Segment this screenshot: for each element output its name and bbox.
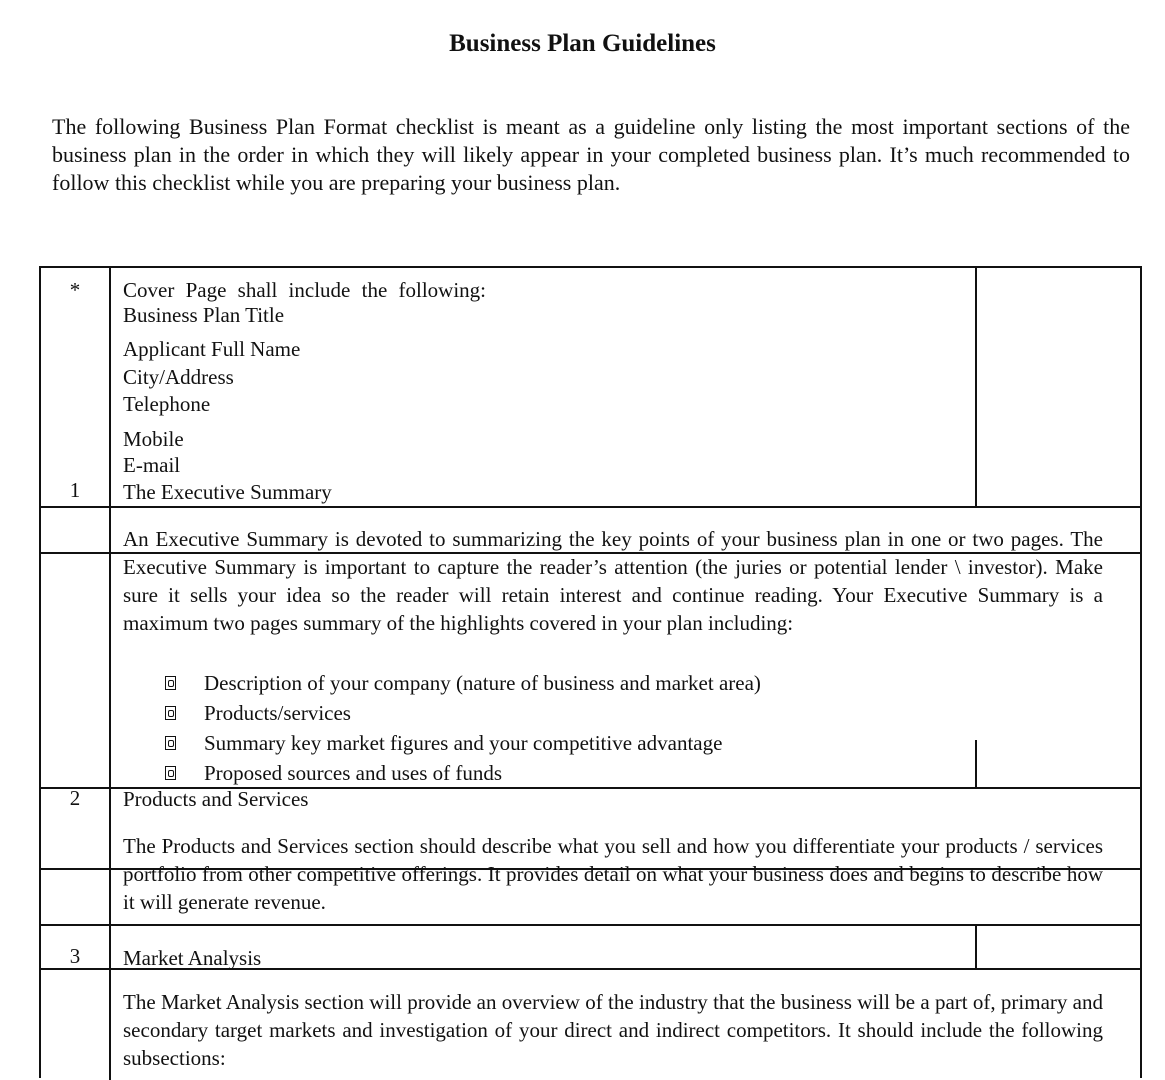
executive-summary-description: An Executive Summary is devoted to summarizing the key points of your business plan in one or two pages. The Executive Summary is important to capture the reader’s attention (the juries or potential lender \ investor). Make sure it sells your idea so the reader will retain interest and continue reading. Your Executive Summary is a maximum two pages summary of the highlights covered in your plan including: (123, 527, 1103, 635)
row-number: 2 (69, 786, 81, 810)
row-number: 3 (69, 944, 81, 968)
row-divider (41, 924, 1140, 926)
row-divider (41, 506, 1140, 508)
row-marker: * (69, 278, 81, 302)
executive-summary-bullets (165, 668, 761, 788)
checkbox-bullet-icon (165, 706, 176, 720)
section-heading-products-services: Products and Services (123, 787, 309, 811)
column-divider-right-top (975, 268, 977, 508)
section-heading-executive-summary: The Executive Summary (123, 480, 332, 504)
column-divider-left (109, 268, 111, 1080)
checklist-table (39, 266, 1142, 1078)
column-divider-right-low (975, 924, 977, 968)
cover-item: Telephone (123, 392, 211, 416)
checkbox-bullet-icon (165, 736, 176, 750)
cover-item: E-mail (123, 453, 181, 477)
bullet-item: Proposed sources and uses of funds (165, 758, 761, 788)
cover-item: City/Address (123, 365, 234, 389)
cover-heading: Cover Page shall include the following: (123, 278, 487, 302)
bullet-item: Products/services (165, 698, 761, 728)
market-analysis-description: The Market Analysis section will provide an overview of the industry that the business will be a part of, primary and secondary target markets and investigation of your direct and indirect competitors. It should include the following subsections: (123, 990, 1103, 1070)
products-services-description: The Products and Services section should describe what you sell and how you differentiate your products / services portfolio from other competitive offerings. It provides detail on what your business does and begins to describe how it will generate revenue. (123, 834, 1103, 914)
cover-item: Business Plan Title (123, 303, 285, 327)
bullet-item: Summary key market figures and your competitive advantage (165, 728, 761, 758)
section-heading-market-analysis: Market Analysis (123, 946, 262, 970)
bullet-item: Description of your company (nature of business and market area) (165, 668, 761, 698)
row-number: 1 (69, 478, 81, 502)
intro-paragraph: The following Business Plan Format checklist is meant as a guideline only listing the most important sections of the business plan in the order in which they will likely appear in your completed business plan. It’s much recommended to follow this checklist while you are preparing your business plan. (52, 114, 1130, 195)
checkbox-bullet-icon (165, 766, 176, 780)
page-title: Business Plan Guidelines (449, 30, 716, 57)
cover-item: Applicant Full Name (123, 337, 301, 361)
checkbox-bullet-icon (165, 676, 176, 690)
column-divider-right-mid (975, 740, 977, 788)
cover-item: Mobile (123, 427, 184, 451)
